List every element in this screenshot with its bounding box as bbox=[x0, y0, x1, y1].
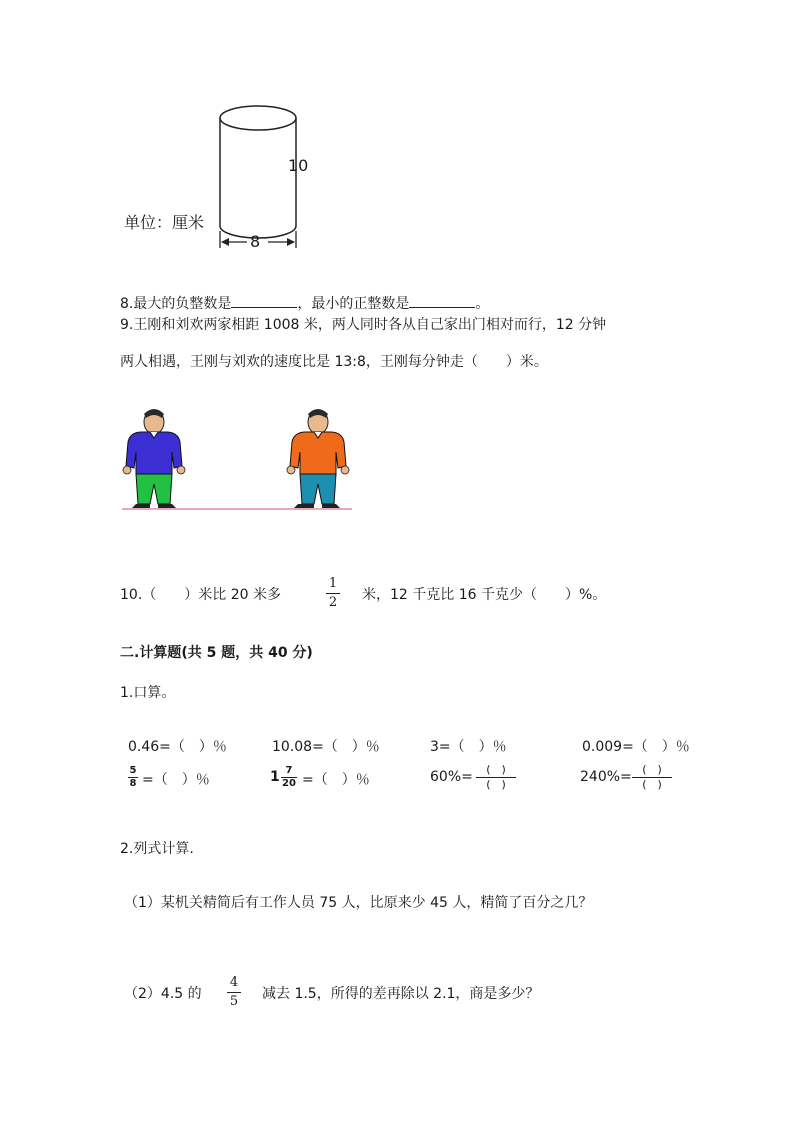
question-8: 8.最大的负整数是 ，最小的正整数是 。 bbox=[120, 293, 489, 313]
answer-blank[interactable] bbox=[409, 293, 475, 308]
subquestion-2-part1: （2）4.5 的 bbox=[124, 986, 202, 1002]
q10-fraction: 1 2 bbox=[326, 576, 340, 611]
question-10-part2: 米，12 千克比 16 千克少（ ）%。 bbox=[362, 587, 607, 603]
question-9-line2: 两人相遇，王刚与刘欢的速度比是 13:8，王刚每分钟走（ ）米。 bbox=[120, 354, 548, 370]
oral-calc-8-head: 240%= bbox=[580, 769, 632, 785]
subquestion-1: （1）某机关精简后有工作人员 75 人，比原来少 45 人，精简了百分之几？ bbox=[124, 895, 593, 911]
cylinder-drawing bbox=[110, 98, 330, 258]
cylinder-figure bbox=[110, 98, 330, 258]
oral-calc-8-fraction: ( ) ( ) bbox=[632, 764, 672, 791]
subquestion-2-fraction: 4 5 bbox=[227, 975, 241, 1010]
person-wang-gang bbox=[123, 409, 185, 508]
people-illustration bbox=[118, 408, 358, 514]
diameter-label: 8 bbox=[250, 232, 261, 251]
answer-blank[interactable] bbox=[231, 293, 297, 308]
unit-label: 单位：厘米 bbox=[124, 213, 205, 232]
question-9-line1: 9.王刚和刘欢两家相距 1008 米，两人同时各从自己家出门相对而行，12 分钟 bbox=[120, 317, 607, 333]
oral-calc-6-tail: =（ ）％ bbox=[302, 772, 370, 788]
question-10-part1: 10.（ ）米比 20 米多 bbox=[120, 587, 281, 603]
oral-calc-6-whole: 1 bbox=[270, 769, 280, 785]
height-label: 10 bbox=[288, 156, 309, 175]
oral-calc-5-fraction: 5 8 bbox=[129, 765, 137, 789]
oral-calc-3: 3=（ ）％ bbox=[430, 739, 507, 755]
oral-calc-7-fraction: ( ) ( ) bbox=[476, 764, 516, 791]
oral-calc-6-fraction: 7 20 bbox=[282, 765, 296, 789]
item-1-title: 1.口算。 bbox=[120, 685, 176, 701]
oral-calc-7-head: 60%= bbox=[430, 769, 473, 785]
oral-calc-2: 10.08=（ ）％ bbox=[272, 739, 380, 755]
section-heading: 二.计算题(共 5 题，共 40 分) bbox=[120, 645, 313, 661]
subquestion-2-part2: 减去 1.5，所得的差再除以 2.1，商是多少？ bbox=[262, 986, 540, 1002]
item-2-title: 2.列式计算. bbox=[120, 841, 194, 857]
person-liu-huan bbox=[287, 409, 349, 508]
oral-calc-4: 0.009=（ ）％ bbox=[582, 739, 690, 755]
oral-calc-5-tail: =（ ）％ bbox=[142, 772, 210, 788]
oral-calc-1: 0.46=（ ）％ bbox=[128, 739, 227, 755]
